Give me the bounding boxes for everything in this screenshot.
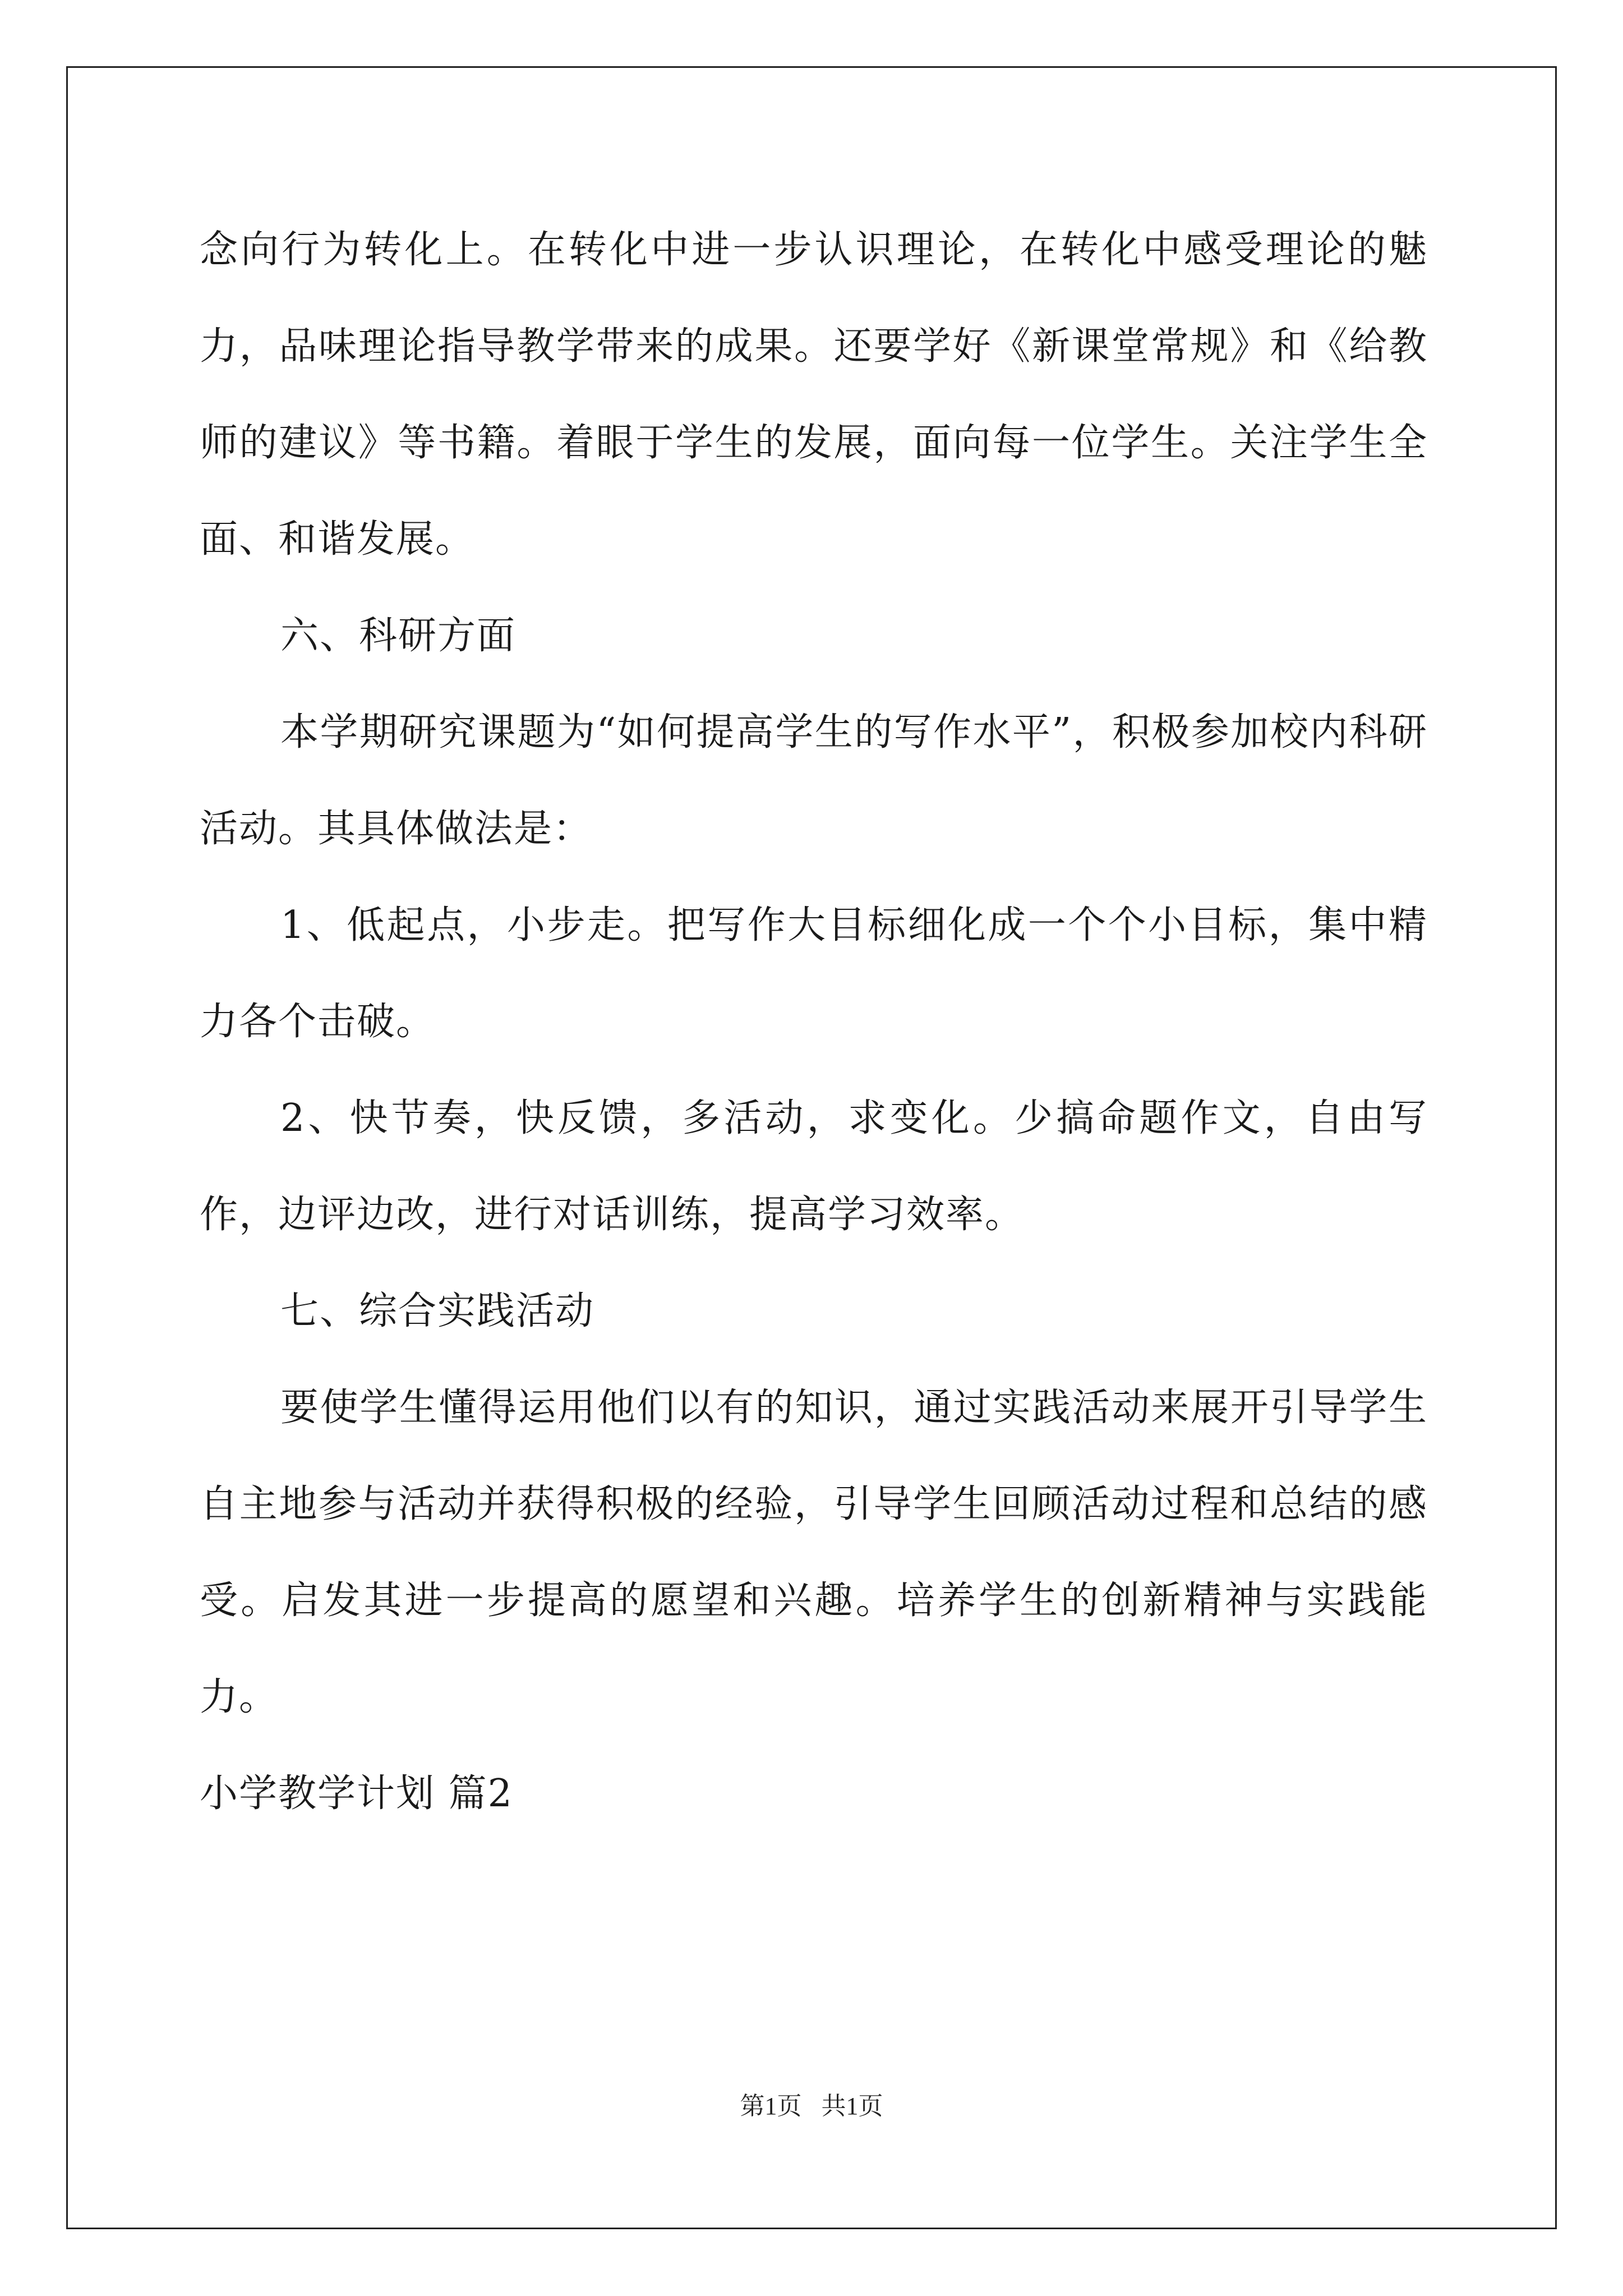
- page-number: 第1页: [740, 2092, 802, 2120]
- section-heading-research: 六、科研方面: [280, 614, 517, 658]
- section-title-plan-2: 小学教学计划 篇2: [200, 1772, 513, 1816]
- paragraph-practice: 要使学生懂得运用他们以有的知识，通过实践活动来展开引导学生自主地参与活动并获得积极的经验，引导学生回顾活动过程和总结的感受。启发其进一步提高的愿望和兴趣。培养学生的创新精神与实践能力。: [200, 1386, 1428, 1719]
- paragraph-continued-text: 念向行为转化上。在转化中进一步认识理论，在转化中感受理论的魅力，品味理论指导教学带来的成果。还要学好《新课堂常规》和《给教师的建议》等书籍。着眼于学生的发展，面向每一位学生。关注学生全面、和谐发展。: [200, 228, 1428, 562]
- document-body: [200, 202, 1428, 1842]
- list-item-2: 2、快节奏，快反馈，多活动，求变化。少搞命题作文，自由写作，边评边改，进行对话训练，提高学习效率。: [200, 1096, 1428, 1237]
- paragraph-research-topic: 本学期研究课题为“如何提高学生的写作水平”，积极参加校内科研活动。其具体做法是：: [200, 710, 1428, 851]
- list-item-1: 1、低起点，小步走。把写作大目标细化成一个个小目标，集中精力各个击破。: [200, 903, 1428, 1044]
- page-footer: [0, 2086, 1623, 2122]
- page-total: 共1页: [821, 2092, 883, 2120]
- section-heading-practice: 七、综合实践活动: [280, 1289, 595, 1333]
